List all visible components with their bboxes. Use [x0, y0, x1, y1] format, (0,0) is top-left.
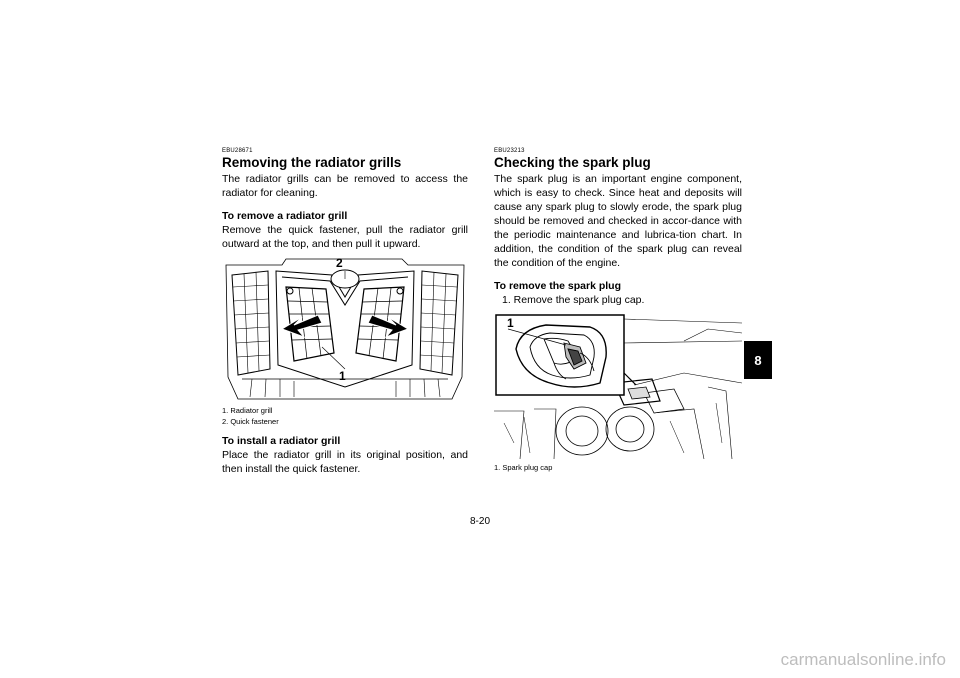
- intro-paragraph: The spark plug is an important engine component, which is easy to check. Since heat and deposits will cause any spark plug to slowly erode, the spark plug should be removed and checked in accor-dance with the periodic maintenance and lubrica-tion chart. In addition, the condition of the spark plug can reveal the condition of the engine.: [494, 173, 742, 269]
- right-column: [494, 148, 742, 473]
- step-list: [494, 293, 742, 307]
- section-code: EBU23213: [494, 148, 525, 154]
- caption-item: 1. Radiator grill: [222, 406, 273, 415]
- section-code: EBU28671: [222, 148, 253, 154]
- figure-caption: [494, 462, 742, 473]
- left-column: [222, 148, 468, 476]
- callout-2: 2: [336, 256, 343, 270]
- remove-heading: To remove the spark plug: [494, 280, 621, 292]
- caption-item: 1. Spark plug cap: [494, 463, 553, 472]
- caption-item: 2. Quick fastener: [222, 417, 279, 426]
- remove-heading: To remove a radiator grill: [222, 210, 348, 222]
- install-heading: To install a radiator grill: [222, 435, 341, 447]
- section-title: Removing the radiator grills: [222, 155, 402, 170]
- remove-paragraph: Remove the quick fastener, pull the radiator grill outward at the top, and then pull it upward.: [222, 224, 468, 250]
- spark-plug-illustration: [494, 313, 742, 459]
- callout-1: 1: [339, 369, 346, 383]
- figure-caption: [222, 405, 468, 427]
- install-paragraph: Place the radiator grill in its original position, and then install the quick fastener.: [222, 449, 468, 475]
- step-item: 1. Remove the spark plug cap.: [502, 294, 645, 306]
- intro-paragraph: The radiator grills can be removed to access the radiator for cleaning.: [222, 173, 468, 199]
- footer-watermark: carmanualsonline.info: [780, 650, 946, 669]
- chapter-tab: 8: [744, 341, 772, 379]
- callout-1: 1: [507, 316, 514, 330]
- spark-plug-figure: [494, 313, 742, 459]
- section-title: Checking the spark plug: [494, 155, 651, 170]
- page-number: 8-20: [469, 516, 490, 527]
- radiator-grill-figure: [222, 257, 468, 402]
